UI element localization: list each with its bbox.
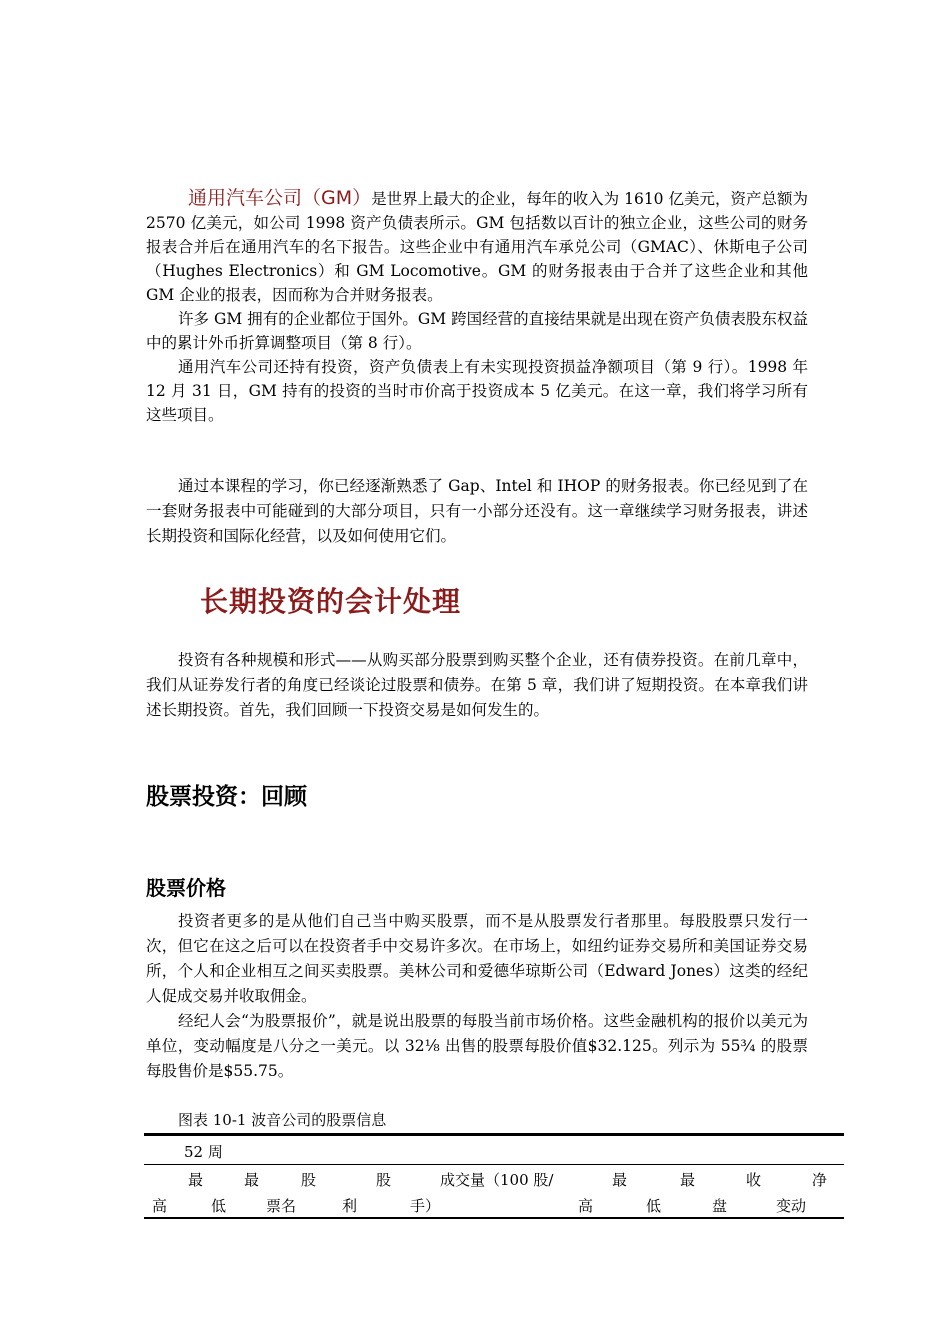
- table-group-header: 52 周: [184, 1143, 223, 1161]
- intro-paragraph-3: 通用汽车公司还持有投资，资产负债表上有未实现投资损益净额项目（第 9 行）。1998 年 12 月 31 日，GM 持有的投资的当时市价高于投资成本 5 亿美元。在这一章，我们将学习所有这些项目。: [146, 358, 808, 424]
- table-header-cell: 手）: [410, 1197, 441, 1215]
- table-group-header-row: [144, 1136, 844, 1165]
- table-header-cell: 股: [301, 1171, 317, 1189]
- intro-paragraph-1-text: 是世界上最大的企业，每年的收入为 1610 亿美元，资产总额为 2570 亿美元，如公司 1998 资产负债表所示。GM 包括数以百计的独立企业，这些公司的财务报表合并后在通用汽车的名下报告。这些企业中有通用汽车承兑公司（GMAC）、休斯电子公司（Hughes Electronics）和 GM Locomotive。GM 的财务报表由于合并了这些企业和其他 GM 企业的报表，因而称为合并财务报表。: [146, 190, 808, 304]
- intro-section: [146, 186, 808, 427]
- price-paragraph-1: 投资者更多的是从他们自己当中购买股票，而不是从股票发行者那里。每股股票只发行一次，但它在这之后可以在投资者手中交易许多次。在市场上，如纽约证券交易所和美国证券交易所，个人和企业相互之间买卖股票。美林公司和爱德华琼斯公司（Edward Jones）这类的经纪人促成交易并收取佣金。: [146, 912, 808, 1005]
- section-paragraph: 投资有各种规模和形式——从购买部分股票到购买整个企业，还有债券投资。在前几章中，我们从证券发行者的角度已经谈论过股票和债券。在第 5 章，我们讲了短期投资。在本章我们讲述长期投资。首先，我们回顾一下投资交易是如何发生的。: [146, 651, 808, 719]
- table-header-cell: 低: [211, 1197, 227, 1215]
- heading-stock-price: 股票价格: [146, 876, 226, 900]
- table-header-cell: 高: [578, 1197, 594, 1215]
- table-header-row-1: [144, 1165, 844, 1191]
- company-lead: 通用汽车公司（GM）: [188, 187, 372, 209]
- heading-stock-review: 股票投资：回顾: [146, 784, 307, 810]
- intro-paragraph-1: [146, 186, 808, 307]
- table-header-cell: 成交量（100 股/: [440, 1171, 554, 1189]
- price-paragraph-2: 经纪人会“为股票报价”，就是说出股票的每股当前市场价格。这些金融机构的报价以美元为单位，变动幅度是八分之一美元。以 32⅛ 出售的股票每股价值$32.125。列示为 55¾ 的股票每股售价是$55.75。: [146, 1012, 808, 1080]
- course-paragraph: 通过本课程的学习，你已经逐渐熟悉了 Gap、Intel 和 IHOP 的财务报表。你已经见到了在一套财务报表中可能碰到的大部分项目，只有一小部分还没有。这一章继续学习财务报表，讲述长期投资和国际化经营，以及如何使用它们。: [146, 477, 808, 545]
- table-header-cell: 高: [152, 1197, 168, 1215]
- table-header-cell: 净: [812, 1171, 828, 1189]
- table-header-cell: 收: [746, 1171, 762, 1189]
- table-header-row-2: [144, 1191, 844, 1217]
- table-header-cell: 利: [342, 1197, 358, 1215]
- table-header-cell: 变动: [776, 1197, 807, 1215]
- section-title: 长期投资的会计处理: [200, 585, 462, 618]
- price-section: [146, 909, 808, 1084]
- figure-caption: 图表 10-1 波音公司的股票信息: [178, 1111, 387, 1129]
- table-header-cell: 最: [680, 1171, 696, 1189]
- table-header-cell: 最: [244, 1171, 260, 1189]
- stock-info-table: [144, 1133, 844, 1219]
- intro-paragraph-2: 许多 GM 拥有的企业都位于国外。GM 跨国经营的直接结果就是出现在资产负债表股东权益中的累计外币折算调整项目（第 8 行）。: [146, 310, 808, 352]
- table-header-cell: 最: [612, 1171, 628, 1189]
- table-header-cell: 盘: [712, 1197, 728, 1215]
- table-header-cell: 票名: [266, 1197, 297, 1215]
- table-header-cell: 股: [376, 1171, 392, 1189]
- table-header-cell: 最: [188, 1171, 204, 1189]
- table-header-cell: 低: [646, 1197, 662, 1215]
